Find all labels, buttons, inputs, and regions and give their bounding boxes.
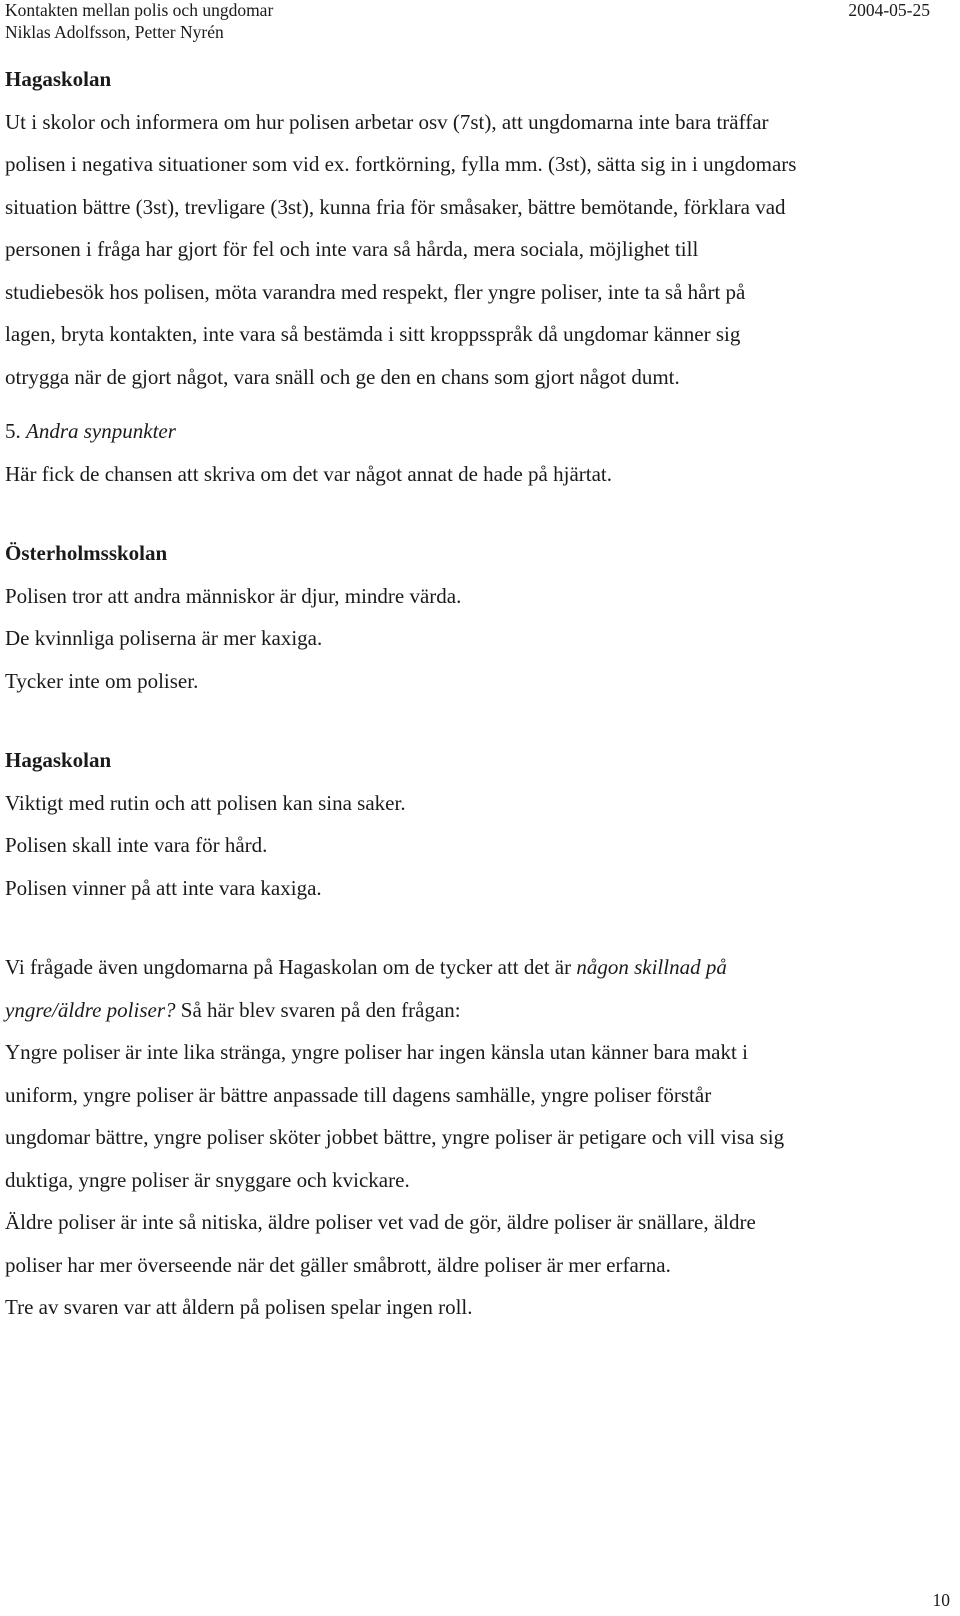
answer-line: Tre av svaren var att åldern på polisen spelar ingen roll.: [5, 1295, 473, 1319]
answer-line: duktiga, yngre poliser är snyggare och kvickare.: [5, 1167, 410, 1192]
question-text: Vi frågade även ungdomarna på Hagaskolan om de tycker att det är: [5, 955, 577, 979]
paragraph-line: studiebesök hos polisen, möta varandra med respekt, fler yngre poliser, inte ta så hårt på: [5, 279, 746, 304]
running-header-authors: Niklas Adolfsson, Petter Nyrén: [5, 22, 224, 42]
list-item: De kvinnliga poliserna är mer kaxiga.: [5, 626, 323, 650]
running-header-date: 2004-05-25: [848, 0, 930, 20]
page-number: 10: [932, 1590, 950, 1610]
section-heading-hagaskolan: Hagaskolan: [5, 67, 112, 91]
section-intro: Här fick de chansen att skriva om det var något annat de hade på hjärtat.: [5, 461, 613, 486]
list-item: Viktigt med rutin och att polisen kan sina saker.: [5, 790, 406, 815]
section-number: 5.: [5, 419, 21, 443]
answer-line: poliser har mer överseende när det gäller småbrott, äldre poliser är mer erfarna.: [5, 1252, 671, 1277]
paragraph-line: personen i fråga har gjort för fel och inte vara så hårda, mera sociala, möjlighet till: [5, 237, 699, 261]
paragraph-line: polisen i negativa situationer som vid ex. fortkörning, fylla mm. (3st), sätta sig in i ungdomars: [5, 152, 797, 176]
list-item: Polisen skall inte vara för hård.: [5, 833, 268, 857]
section-heading-hagaskolan-2: Hagaskolan: [5, 748, 112, 772]
question-emphasis: yngre/äldre poliser?: [5, 997, 176, 1022]
document-body: [5, 58, 955, 1329]
list-item: Polisen tror att andra människor är djur, mindre värda.: [5, 583, 462, 608]
question-text: Så här blev svaren på den frågan:: [175, 997, 461, 1022]
section-heading-osterholmsskolan: Österholmsskolan: [5, 541, 168, 565]
paragraph-line: otrygga när de gjort något, vara snäll och ge den en chans som gjort något dumt.: [5, 364, 680, 389]
question-emphasis: någon skillnad på: [576, 955, 727, 979]
list-item: Tycker inte om poliser.: [5, 668, 199, 693]
paragraph-line: Ut i skolor och informera om hur polisen arbetar osv (7st), att ungdomarna inte bara träffar: [5, 109, 769, 134]
running-header-title: Kontakten mellan polis och ungdomar: [5, 0, 274, 20]
question-line-2: [5, 989, 955, 1032]
paragraph-line: situation bättre (3st), trevligare (3st), kunna fria för småsaker, bättre bemötande, förklara vad: [5, 194, 786, 219]
paragraph-line: lagen, bryta kontakten, inte vara så bestämda i sitt kroppsspråk då ungdomar känner sig: [5, 322, 741, 346]
section-title: Andra synpunkter: [26, 419, 176, 443]
answer-line: Äldre poliser är inte så nitiska, äldre poliser vet vad de gör, äldre poliser är snällare, äldre: [5, 1210, 756, 1234]
answer-line: Yngre poliser är inte lika stränga, yngre poliser har ingen känsla utan känner bara makt i: [5, 1040, 748, 1064]
answer-line: ungdomar bättre, yngre poliser sköter jobbet bättre, yngre poliser är petigare och vill visa sig: [5, 1125, 785, 1149]
answer-line: uniform, yngre poliser är bättre anpassade till dagens samhälle, yngre poliser förstår: [5, 1082, 712, 1107]
list-item: Polisen vinner på att inte vara kaxiga.: [5, 875, 322, 900]
question-line-1: [5, 946, 955, 989]
section-title-andra-synpunkter: [5, 410, 955, 453]
